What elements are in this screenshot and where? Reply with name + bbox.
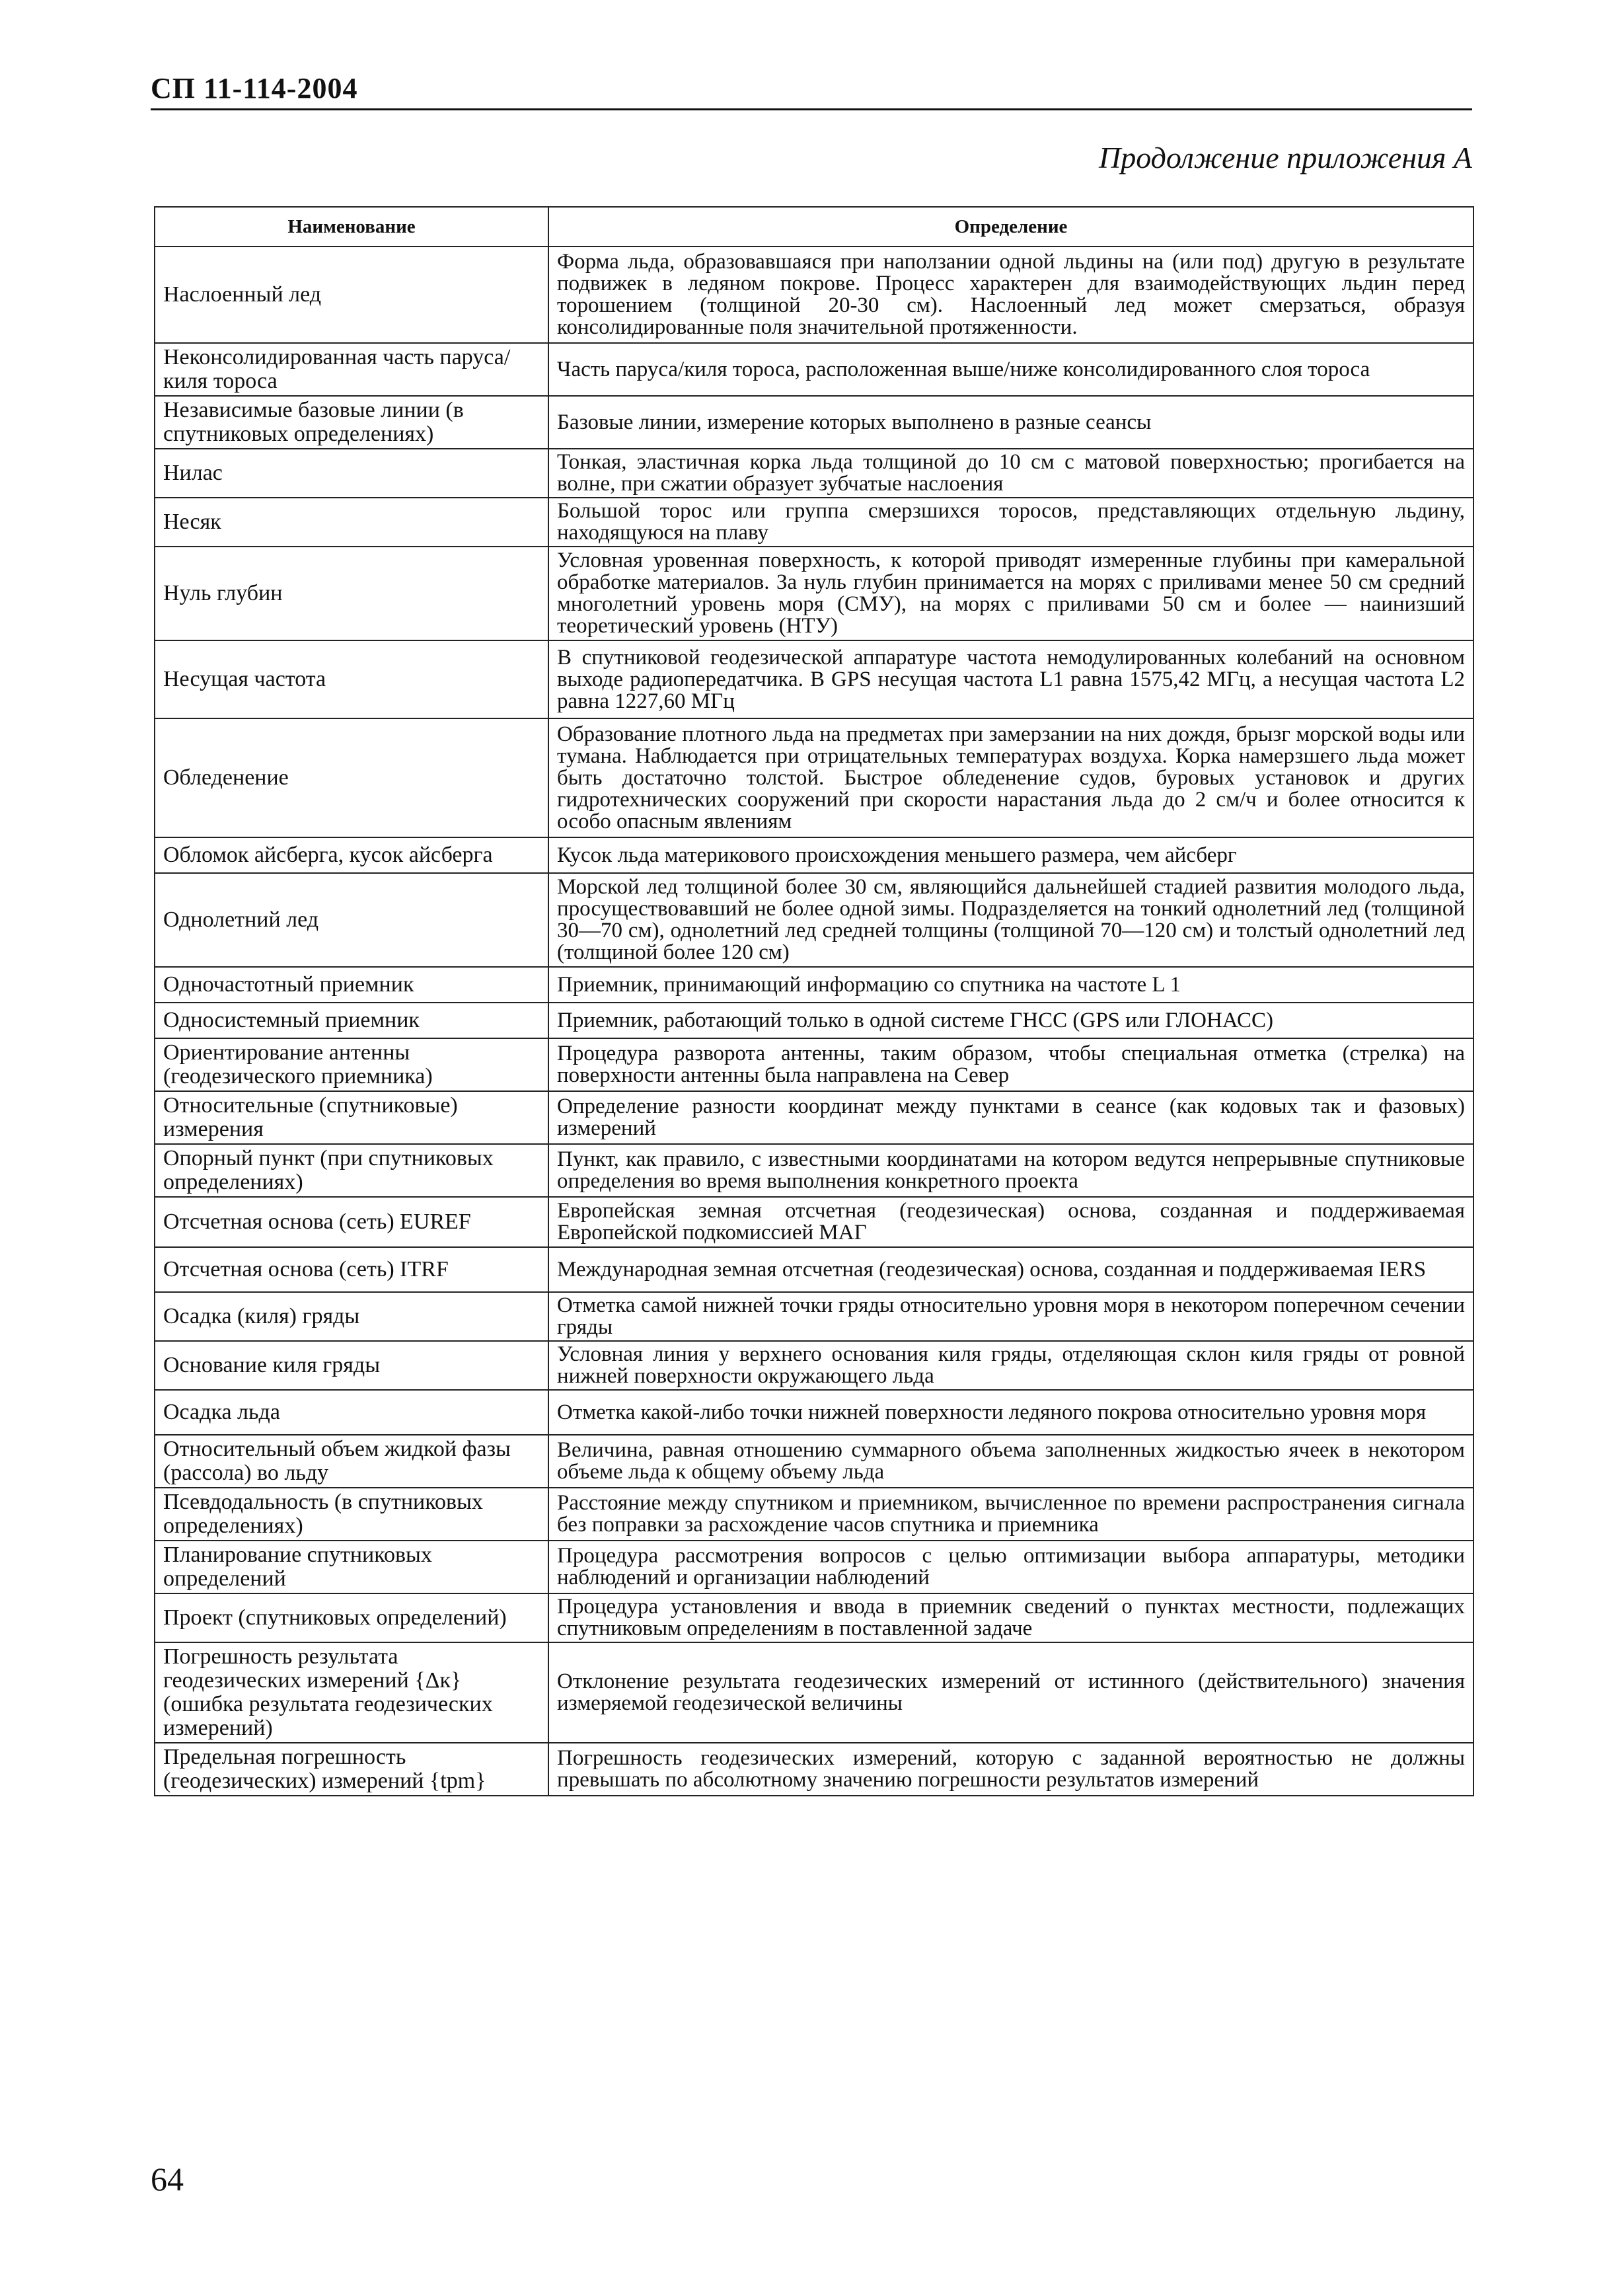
table-row — [155, 1247, 1473, 1292]
table-row — [155, 1541, 1473, 1593]
table-row — [155, 1390, 1473, 1435]
definition-cell: Отметка самой нижней точки гряды относительно уровня моря в некотором поперечном сечении гряды — [548, 1292, 1473, 1341]
definition-cell: Условная линия у верхнего основания киля гряды, отделяющая склон киля гряды от ровной нижней поверхности окружающего льда — [548, 1341, 1473, 1390]
term-cell: Несущая частота — [155, 640, 548, 718]
definition-cell: Условная уровенная поверхность, к которой приводят измеренные глубины при камеральной обработке материалов. За нуль глубин принимается на морях с приливами менее 50 см средний многолетний уровень моря (СМУ), на морях с приливами 50 см и более — наинизший теоретический уровень (НТУ) — [548, 547, 1473, 640]
page-number: 64 — [151, 2161, 184, 2198]
term-cell: Нуль глубин — [155, 547, 548, 640]
term-cell: Отсчетная основа (сеть) EUREF — [155, 1197, 548, 1247]
term-cell: Обледенение — [155, 718, 548, 837]
definition-cell: Международная земная отсчетная (геодезическая) основа, созданная и поддерживаемая IERS — [548, 1247, 1473, 1292]
table-row — [155, 498, 1473, 547]
definition-cell: Базовые линии, измерение которых выполнено в разные сеансы — [548, 396, 1473, 449]
definition-cell: Европейская земная отсчетная (геодезическая) основа, созданная и поддерживаемая Европейской подкомиссией МАГ — [548, 1197, 1473, 1247]
header-rule — [151, 108, 1472, 110]
continuation-caption: Продолжение приложения А — [1098, 141, 1472, 174]
term-cell: Обломок айсберга, кусок айсберга — [155, 837, 548, 873]
term-cell: Независимые базовые линии (в спутниковых определениях) — [155, 396, 548, 449]
definition-cell: Пункт, как правило, с известными координатами на котором ведутся непрерывные спутниковые определения во время выполнения конкретного проекта — [548, 1144, 1473, 1197]
definition-cell: Отклонение результата геодезических измерений от истинного (действительного) значения измеряемой геодезической величины — [548, 1642, 1473, 1743]
definition-cell: Определение разности координат между пунктами в сеансе (как кодовых так и фазовых) измерений — [548, 1091, 1473, 1144]
table-row — [155, 1038, 1473, 1091]
definition-cell: Отметка какой-либо точки нижней поверхности ледяного покрова относительно уровня моря — [548, 1390, 1473, 1435]
term-cell: Отсчетная основа (сеть) ITRF — [155, 1247, 548, 1292]
table-row — [155, 873, 1473, 967]
term-cell: Наслоенный лед — [155, 247, 548, 343]
term-cell: Нилас — [155, 449, 548, 498]
definition-cell: Форма льда, образовавшаяся при наползании одной льдины на (или под) другую в результате подвижек в ледяном покрове. Процесс характерен для взаимодействующих льдин перед торошением (толщиной 20-30 см). Наслоенный лед может смерзаться, образуя консолидированные поля значительной протяженности. — [548, 247, 1473, 343]
table-row — [155, 247, 1473, 343]
table-row — [155, 1292, 1473, 1341]
term-cell: Опорный пункт (при спутниковых определениях) — [155, 1144, 548, 1197]
table-row — [155, 1003, 1473, 1038]
glossary-table — [154, 206, 1474, 1796]
table-row — [155, 449, 1473, 498]
definition-cell: Приемник, принимающий информацию со спутника на частоте L 1 — [548, 967, 1473, 1003]
term-cell: Предельная погрешность (геодезических) измерений {tрm} — [155, 1743, 548, 1796]
definition-cell: В спутниковой геодезической аппаратуре частота немодулированных колебаний на основном выходе радиопередатчика. В GPS несущая частота L1 равна 1575,42 МГц, а несущая частота L2 равна 1227,60 МГц — [548, 640, 1473, 718]
table-row — [155, 396, 1473, 449]
definition-cell: Часть паруса/киля тороса, расположенная выше/ниже консолидированного слоя тороса — [548, 343, 1473, 396]
term-cell: Ориентирование антенны (геодезического приемника) — [155, 1038, 548, 1091]
table-row — [155, 967, 1473, 1003]
term-cell: Основание киля гряды — [155, 1341, 548, 1390]
table-row — [155, 1197, 1473, 1247]
table-row — [155, 1341, 1473, 1390]
table-row — [155, 343, 1473, 396]
definition-cell: Процедура разворота антенны, таким образом, чтобы специальная отметка (стрелка) на поверхности антенны была направлена на Север — [548, 1038, 1473, 1091]
term-cell: Осадка льда — [155, 1390, 548, 1435]
table-header-row — [155, 207, 1473, 247]
term-cell: Планирование спутниковых определений — [155, 1541, 548, 1593]
table-row — [155, 1144, 1473, 1197]
table-row — [155, 1642, 1473, 1743]
term-cell: Одночастотный приемник — [155, 967, 548, 1003]
definition-cell: Морской лед толщиной более 30 см, являющийся дальнейшей стадией развития молодого льда, просуществовавший не более одной зимы. Подразделяется на тонкий однолетний лед (толщиной 30—70 см), однолетний лед средней толщины (толщиной 70—120 см) и толстый однолетний лед (толщиной более 120 см) — [548, 873, 1473, 967]
term-cell: Проект (спутниковых определений) — [155, 1593, 548, 1642]
definition-cell: Тонкая, эластичная корка льда толщиной до 10 см с матовой поверхностью; прогибается на волне, при сжатии образует зубчатые наслоения — [548, 449, 1473, 498]
term-cell: Однолетний лед — [155, 873, 548, 967]
definition-cell: Большой торос или группа смерзшихся торосов, представляющих отдельную льдину, находящуюся на плаву — [548, 498, 1473, 547]
definition-cell: Процедура установления и ввода в приемник сведений о пунктах местности, подлежащих спутниковым определениям в поставленной задаче — [548, 1593, 1473, 1642]
definition-cell: Расстояние между спутником и приемником, вычисленное по времени распространения сигнала без поправки за расхождение часов спутника и приемника — [548, 1488, 1473, 1541]
table-row — [155, 1488, 1473, 1541]
term-cell: Относительные (спутниковые) измерения — [155, 1091, 548, 1144]
term-cell: Несяк — [155, 498, 548, 547]
document-code: СП 11-114-2004 — [151, 72, 358, 104]
table-row — [155, 1091, 1473, 1144]
term-cell: Погрешность результата геодезических измерений {Δк}(ошибка результата геодезических измерений) — [155, 1642, 548, 1743]
table-row — [155, 718, 1473, 837]
term-cell: Неконсолидированная часть паруса/киля тороса — [155, 343, 548, 396]
glossary-body — [155, 247, 1473, 1796]
term-cell: Относительный объем жидкой фазы (рассола) во льду — [155, 1435, 548, 1488]
definition-cell: Погрешность геодезических измерений, которую с заданной вероятностью не должны превышать по абсолютному значению погрешности результатов измерений — [548, 1743, 1473, 1796]
table-row — [155, 1743, 1473, 1796]
term-cell: Псевдодальность (в спутниковых определениях) — [155, 1488, 548, 1541]
column-header-term: Наименование — [155, 207, 548, 247]
term-cell: Осадка (киля) гряды — [155, 1292, 548, 1341]
table-row — [155, 640, 1473, 718]
table-row — [155, 1435, 1473, 1488]
definition-cell: Процедура рассмотрения вопросов с целью оптимизации выбора аппаратуры, методики наблюдений и организации наблюдений — [548, 1541, 1473, 1593]
definition-cell: Величина, равная отношению суммарного объема заполненных жидкостью ячеек в некотором объеме льда к общему объему льда — [548, 1435, 1473, 1488]
definition-cell: Образование плотного льда на предметах при замерзании на них дождя, брызг морской воды или тумана. Наблюдается при отрицательных температурах воздуха. Корка намерзшего льда может быть достаточно толстой. Быстрое обледенение судов, буровых установок и других гидротехнических сооружений при скорости нарастания льда до 2 см/ч и более относится к особо опасным явлениям — [548, 718, 1473, 837]
definition-cell: Кусок льда материкового происхождения меньшего размера, чем айсберг — [548, 837, 1473, 873]
definition-cell: Приемник, работающий только в одной системе ГНСС (GPS или ГЛОНАСС) — [548, 1003, 1473, 1038]
term-cell: Односистемный приемник — [155, 1003, 548, 1038]
table-row — [155, 837, 1473, 873]
column-header-definition: Определение — [548, 207, 1473, 247]
table-row — [155, 1593, 1473, 1642]
table-row — [155, 547, 1473, 640]
